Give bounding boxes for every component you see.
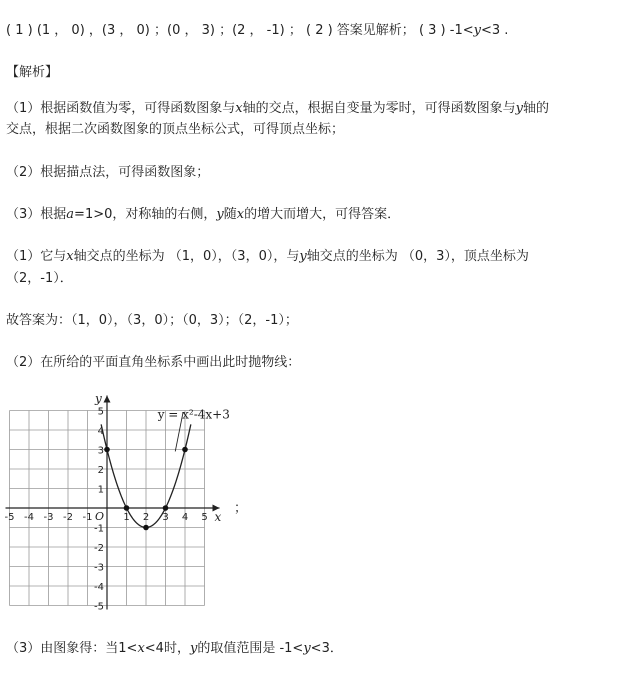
- sol1-y: y: [299, 249, 307, 264]
- equation-label: y = x²-4x+3: [157, 407, 230, 422]
- origin-label: O: [95, 510, 105, 523]
- answer-part1-label: ( 1 ): [6, 23, 33, 38]
- x-tick-label: 3: [162, 512, 169, 523]
- plot-point: [104, 447, 110, 453]
- sol3-y2: y: [303, 641, 311, 656]
- step3-d: 的增大而增大，可得答案．: [244, 207, 401, 222]
- step1-c: 轴的: [523, 101, 550, 116]
- sol3-b: <4时，: [144, 641, 190, 656]
- answer-y: y: [473, 23, 481, 38]
- step3-y: y: [216, 207, 224, 222]
- sol3-d: <3．: [310, 641, 343, 656]
- x-tick-label: -5: [4, 512, 15, 523]
- sol3-c: 的取值范围是 -1<: [197, 641, 304, 656]
- x-tick-label: -4: [24, 512, 34, 523]
- step1-line2: 交点，根据二次函数图象的顶点坐标公式，可得顶点坐标；: [6, 122, 345, 137]
- answer-line: [6, 22, 508, 40]
- y-axis-label: y: [95, 391, 102, 406]
- sol3-text: [6, 640, 343, 658]
- sol1-line2: （2，-1）．: [6, 271, 73, 286]
- step3-b: =1>0，对称轴的右侧，: [74, 207, 217, 222]
- y-tick-label: 3: [97, 445, 104, 457]
- sol-answer: 故答案为：（1，0），（3，0）；（0，3）；（2，-1）；: [6, 313, 298, 328]
- sol1-x: x: [66, 249, 74, 264]
- step3-c: 随: [223, 207, 237, 222]
- step2-text: （2）根据描点法，可得函数图象；: [6, 165, 210, 180]
- y-tick-label: -4: [94, 582, 104, 593]
- sol3-a: （3）由图象得：当1<: [6, 641, 138, 656]
- x-tick-label: -3: [43, 512, 54, 523]
- answer-points: (1 ， 0) ，(3 ， 0) ；(0 ， 3) ；(2 ， -1) ；: [36, 23, 302, 38]
- analysis-title: 【解析】: [6, 65, 59, 80]
- x-tick-label: 4: [181, 512, 189, 523]
- step3-avar: a: [66, 207, 75, 222]
- sol2-text: （2）在所给的平面直角坐标系中画出此时抛物线：: [6, 355, 301, 370]
- answer-part2: ( 2 ) 答案见解析；: [306, 23, 415, 38]
- plot-point: [182, 447, 188, 453]
- step1-x: x: [235, 101, 243, 116]
- answer-lt1: <: [462, 23, 474, 38]
- parabola-graph: [0, 388, 260, 618]
- y-tick-label: -2: [94, 543, 104, 554]
- step1-y: y: [515, 101, 523, 116]
- answer-lt2: <: [481, 23, 492, 38]
- answer-part3: ( 3 ) -1: [418, 23, 463, 38]
- sol1-a: （1）它与: [6, 249, 67, 264]
- y-tick-label: 1: [97, 484, 104, 496]
- sol1-b: 轴交点的坐标为 （1，0），（3，0），与: [73, 249, 300, 264]
- y-tick-label: 2: [97, 465, 104, 476]
- step1-a: （1）根据函数值为零，可得函数图象与: [6, 101, 236, 116]
- sol3-y: y: [189, 641, 198, 656]
- y-tick-label: -1: [94, 523, 104, 535]
- x-tick-label: 2: [142, 512, 150, 523]
- plot-point: [163, 505, 169, 511]
- sol3-x: x: [137, 641, 145, 656]
- y-axis-arrow: [104, 396, 111, 403]
- step3-x: x: [236, 207, 245, 222]
- sol1-line1: [6, 248, 529, 266]
- x-tick-label: 5: [201, 512, 208, 523]
- step3-a: （3）根据: [6, 207, 67, 222]
- x-axis-label: x: [214, 510, 222, 524]
- graph-suffix: ；: [234, 501, 248, 516]
- sol1-c: 轴交点的坐标为 （0，3），顶点坐标为: [306, 249, 529, 264]
- answer-end: 3 .: [491, 23, 509, 38]
- x-tick-label: 1: [123, 512, 130, 523]
- step1-line1: [6, 100, 549, 118]
- plot-point: [143, 525, 149, 531]
- y-tick-label: -5: [94, 601, 104, 613]
- step3-text: [6, 206, 400, 224]
- x-tick-label: -2: [63, 512, 73, 523]
- y-tick-label: 5: [97, 406, 104, 418]
- x-tick-label: -1: [82, 512, 93, 523]
- y-tick-label: 4: [97, 426, 104, 437]
- y-tick-label: -3: [94, 562, 104, 574]
- plot-point: [124, 505, 130, 511]
- step1-b: 轴的交点，根据自变量为零时，可得函数图象与: [242, 101, 516, 116]
